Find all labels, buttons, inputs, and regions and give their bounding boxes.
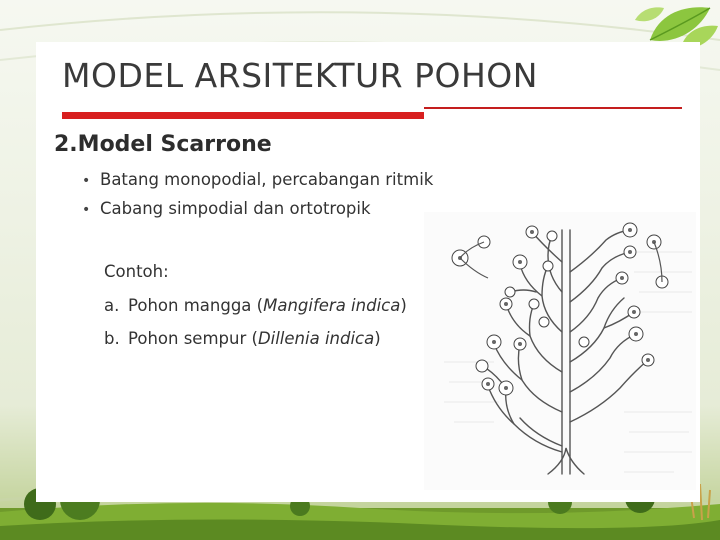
- bullet-item: [82, 170, 433, 199]
- example-prefix: Pohon sempur (: [128, 329, 258, 348]
- example-item-sempur: [104, 329, 381, 348]
- example-latin-name: Dillenia indica: [257, 329, 375, 348]
- example-prefix: Pohon mangga (: [128, 296, 264, 315]
- example-suffix: ): [400, 296, 407, 315]
- slide-title: MODEL ARSITEKTUR POHON: [62, 56, 538, 95]
- example-marker: b.: [104, 329, 120, 348]
- tree-architecture-figure: [424, 212, 696, 490]
- example-item-mangga: [104, 296, 407, 315]
- title-underline-line: [424, 107, 682, 109]
- example-latin-name: Mangifera indica: [263, 296, 401, 315]
- title-underline-accent: [62, 112, 424, 119]
- bullet-icon: •: [82, 173, 91, 189]
- bullet-text: Cabang simpodial dan ortotropik: [100, 199, 371, 218]
- section-title: Model Scarrone: [77, 132, 272, 157]
- slide-panel: [36, 42, 700, 502]
- example-suffix: ): [374, 329, 381, 348]
- tree-architecture-drawing-icon: [424, 212, 696, 490]
- section-number: 2.: [54, 132, 78, 157]
- bullet-item: [82, 199, 433, 228]
- bullet-list: [82, 170, 433, 228]
- bullet-text: Batang monopodial, percabangan ritmik: [100, 170, 434, 189]
- example-marker: a.: [104, 296, 120, 315]
- bullet-icon: •: [82, 202, 91, 218]
- examples-label: Contoh:: [104, 262, 169, 281]
- section-heading: [54, 132, 272, 157]
